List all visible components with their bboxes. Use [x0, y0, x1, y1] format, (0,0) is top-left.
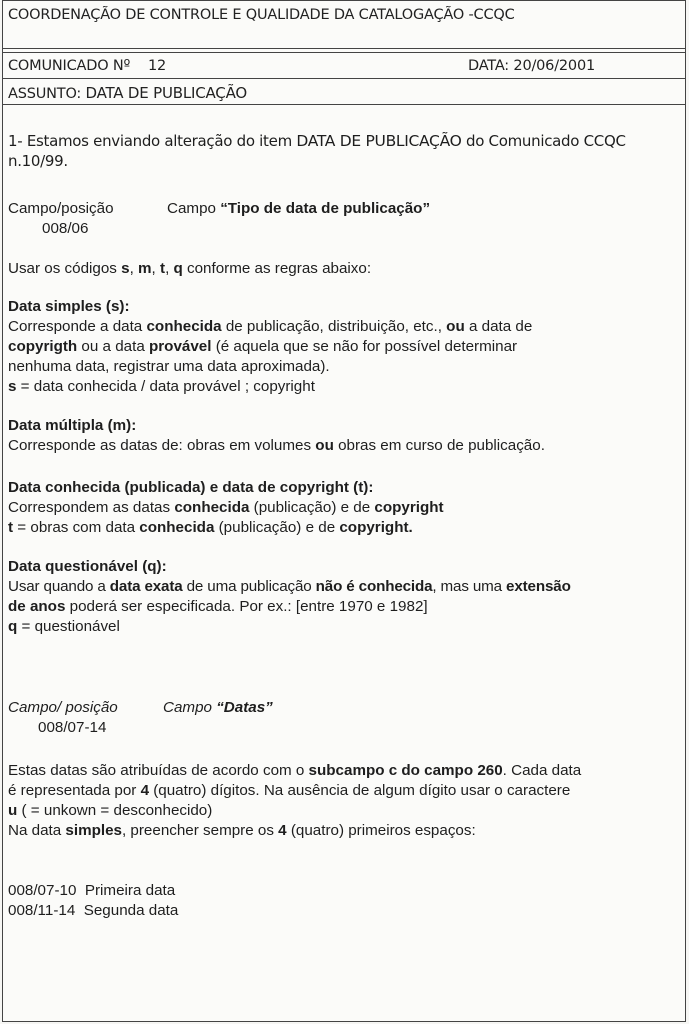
questionavel-line-1: Usar quando a data exata de uma publicação não é conhecida, mas uma extensão — [8, 578, 571, 595]
section2-campo-title: Campo “Datas” — [163, 699, 273, 716]
intro-paragraph: 1- Estamos enviando alteração do item DATA DE PUBLICAÇÃO do Comunicado CCQC n.10/99. — [8, 132, 626, 170]
simples-line-3: nenhuma data, registrar uma data aproximada). — [8, 358, 330, 375]
section2-campo-label: Campo/ posição — [8, 699, 118, 716]
date-row: 008/07-10 Primeira data — [8, 882, 176, 899]
codes-line: Usar os códigos s, m, t, q conforme as regras abaixo: — [8, 260, 372, 277]
conhecida-title: Data conhecida (publicada) e data de copyright (t): — [8, 479, 374, 496]
section1-campo-label: Campo/posição — [8, 200, 114, 217]
questionavel-line-3: q = questionável — [8, 618, 120, 635]
conhecida-line-2: t = obras com data conhecida (publicação) e de copyright. — [8, 519, 413, 536]
multipla-line-1: Corresponde as datas de: obras em volumes ou obras em curso de publicação. — [8, 437, 545, 454]
questionavel-title: Data questionável (q): — [8, 558, 167, 575]
section2-position: 008/07-14 — [38, 719, 107, 736]
comunicado-number: 12 — [148, 58, 167, 74]
conhecida-line-1: Correspondem as datas conhecida (publicação) e de copyright — [8, 499, 444, 516]
simples-line-1: Corresponde a data conhecida de publicação, distribuição, etc., ou a data de — [8, 318, 533, 335]
section2-para-line-1: Estas datas são atribuídas de acordo com o subcampo c do campo 260. Cada data — [8, 762, 582, 779]
subject-value: DATA DE PUBLICAÇÃO — [85, 84, 247, 102]
multipla-title: Data múltipla (m): — [8, 417, 137, 434]
simples-title: Data simples (s): — [8, 298, 130, 315]
memo-date: DATA: 20/06/2001 — [468, 58, 595, 74]
section2-para-line-4: Na data simples, preencher sempre os 4 (quatro) primeiros espaços: — [8, 822, 476, 839]
section1-position: 008/06 — [42, 220, 89, 237]
memo-page — [2, 0, 686, 1022]
subject-label: ASSUNTO: — [8, 86, 82, 102]
header-comunicado-row — [3, 52, 685, 79]
section2-para-line-3: u ( = unkown = desconhecido) — [8, 802, 213, 819]
simples-line-2: copyrigth ou a data provável (é aquela que se não for possível determinar — [8, 338, 518, 355]
section2-para-line-2: é representada por 4 (quatro) dígitos. Na ausência de algum dígito usar o caractere — [8, 782, 571, 799]
date-row: 008/11-14 Segunda data — [8, 902, 179, 919]
simples-line-4: s = data conhecida / data provável ; copyright — [8, 378, 315, 395]
header-subject-row — [3, 79, 685, 105]
questionavel-line-2: de anos poderá ser especificada. Por ex.: [entre 1970 e 1982] — [8, 598, 428, 615]
comunicado-label: COMUNICADO Nº — [8, 58, 131, 74]
org-title: COORDENAÇÃO DE CONTROLE E QUALIDADE DA CATALOGAÇÃO -CCQC — [8, 7, 515, 23]
header-org-row — [3, 1, 685, 49]
section1-campo-title: Campo “Tipo de data de publicação” — [167, 200, 431, 217]
